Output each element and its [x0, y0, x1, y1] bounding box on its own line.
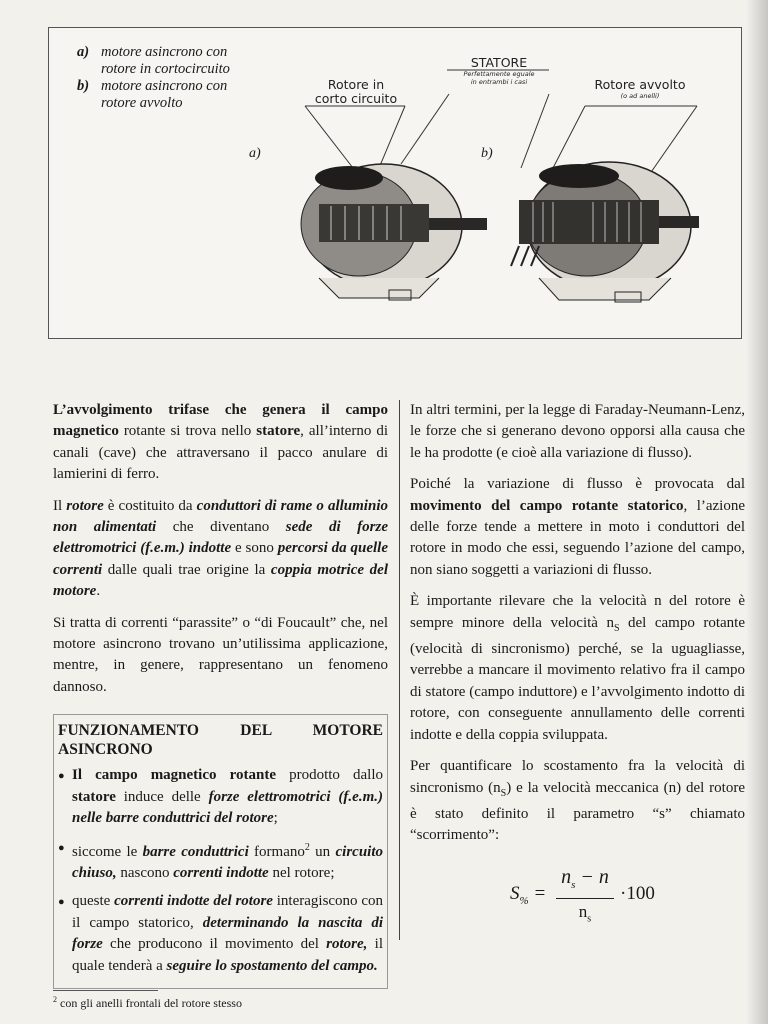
footnote-mark: 2: [53, 995, 57, 1004]
subscript: S: [613, 622, 620, 634]
formula-minus: − n: [575, 865, 609, 888]
text: rotante si trova nello: [118, 423, 257, 440]
right-paragraph-4: [410, 756, 745, 847]
text: che producono il movimento del: [102, 936, 327, 953]
emph: rotore: [66, 497, 104, 514]
formula-subscript: %: [519, 894, 529, 907]
text: il quale tenderà a: [72, 936, 383, 974]
legend-line: motore asincrono con: [101, 78, 228, 94]
emph: determinando la nascita di forze: [72, 914, 383, 953]
legend-key: a): [77, 44, 90, 60]
emph: seguire lo spostamento del campo.: [166, 957, 378, 974]
text: un: [309, 843, 336, 860]
formula-subscript: s: [571, 878, 576, 891]
formula-fraction: [556, 867, 614, 930]
formula-numerator: [556, 867, 614, 899]
text: dalle quali trae origine la: [102, 561, 271, 578]
text: È importante rilevare che la velocità n del rotore è sempre minore della velocità n: [410, 593, 745, 631]
emph: Il campo magnetico rotante: [72, 767, 276, 784]
bullet-icon: ●: [58, 770, 65, 783]
motor-a-drawing: [301, 164, 487, 300]
list-item: [58, 891, 383, 977]
scan-edge-shadow: [746, 0, 768, 1024]
emph: circuito chiuso,: [72, 843, 383, 881]
text: induce delle: [115, 788, 209, 805]
callout-stator-note: in entrambi i casi: [470, 78, 528, 86]
functioning-section: [53, 714, 388, 989]
list-item: [58, 765, 383, 829]
text: Poiché la variazione di flusso è provocata dal: [410, 476, 745, 493]
text: interagiscono con il campo statorico,: [72, 893, 384, 931]
right-column: [410, 400, 745, 925]
figure-label-a: a): [249, 146, 261, 161]
text: ;: [273, 810, 278, 827]
callout-leader-lines: [305, 70, 697, 178]
footnote-rule: [53, 990, 158, 991]
callout-line: Rotore in: [327, 77, 385, 92]
section-title: FUNZIONAMENTO DEL MOTORE ASINCRONO: [58, 722, 383, 759]
callout-stator-title: STATORE: [470, 55, 528, 70]
list-item-text: [72, 837, 383, 885]
legend-key: b): [77, 78, 90, 94]
callout-rotor-wound-title: Rotore avvolto: [594, 77, 686, 92]
emph: statore: [256, 423, 301, 440]
emph: rotore,: [326, 936, 368, 953]
emph: forze elettromotrici (f.e.m.) nelle barre conduttrici del rotore: [72, 788, 383, 827]
left-paragraph-1: [53, 400, 388, 486]
formula-subscript: s: [587, 913, 592, 925]
callout-rotor-wound-note: (o ad anelli): [620, 92, 660, 100]
text: prodotto dallo: [275, 767, 383, 784]
emph: sede di forze elettromotrici (f.e.m.) indotte: [53, 519, 388, 557]
left-paragraph-3: Si tratta di correnti “parassite” o “di Foucault” che, nel motore asincrono trovano un’utilissima applicazione, mentre, in genere, rappresentano un fenomeno dannoso.: [53, 614, 388, 695]
text: che diventano: [156, 519, 286, 536]
right-paragraph-3: [410, 591, 745, 746]
list-item-text: [72, 765, 383, 829]
bullet-icon: ●: [58, 841, 65, 854]
subscript: S: [500, 787, 507, 799]
formula-symbol: n: [561, 865, 572, 888]
slip-formula: [410, 867, 745, 925]
text: ) e la velocità meccanica (n) del rotore è stato definito il parametro “s” chiamato “scorrimento”:: [410, 779, 745, 844]
text: e sono: [231, 540, 278, 557]
figure-label-b: b): [481, 146, 493, 161]
formula-symbol: S: [510, 882, 520, 904]
list-item: [58, 837, 383, 885]
motor-b-drawing: [511, 162, 699, 302]
text: Il: [53, 497, 67, 514]
emph: correnti indotte del rotore: [114, 893, 273, 910]
text: , l’azione delle forze tende a mettere in moto i conduttori del rotore in modo che essi, seguendo l’azione del campo, non siano soggetti a variazioni di flusso.: [410, 497, 745, 578]
legend-line: motore asincrono con: [101, 44, 228, 60]
emph: coppia motrice del motore: [53, 561, 388, 600]
figure-box: [48, 27, 742, 339]
callout-line: corto circuito: [314, 91, 398, 106]
emph: conduttori di rame o alluminio non alimentati: [53, 497, 388, 536]
column-divider: [399, 400, 400, 940]
left-paragraph-2: [53, 496, 388, 603]
legend-line: rotore in cortocircuito: [101, 61, 230, 77]
text: formano: [248, 843, 305, 860]
formula-symbol: n: [578, 902, 588, 922]
formula-denominator: [556, 899, 614, 930]
right-paragraph-1: In altri termini, per la legge di Faraday-Neumann-Lenz, le forze che si generano devono opporsi alla causa che le ha prodotte (e cioè alla variazione di flusso).: [410, 402, 745, 461]
text: del campo rotante (velocità di sincronismo) perché, se la uguagliasse, verrebbe a mancare il movimento relativo fra il campo di statore (campo induttore) e l’avvolgimento indotto di rotore, con conseguente annullamento delle correnti indotte e della coppia sviluppata.: [410, 614, 745, 743]
callout-stator-note: Perfettamente eguale: [463, 70, 535, 78]
list-item-text: [72, 891, 383, 977]
emph: statore: [72, 788, 116, 805]
formula-rhs: ·100: [620, 882, 655, 904]
left-column: [53, 400, 388, 989]
text: .: [96, 583, 101, 600]
footnote-text: con gli anelli frontali del rotore stesso: [57, 996, 242, 1010]
text: queste: [72, 893, 115, 910]
emph: percorsi da quelle correnti: [53, 540, 388, 578]
motors-illustration: [49, 28, 741, 338]
text: è costituito da: [103, 497, 197, 514]
legend-line: rotore avvolto: [101, 95, 183, 111]
right-paragraph-2: [410, 474, 745, 581]
text: , all’interno di canali (cave) che attraversano il pacco anulare di lamierini di ferro.: [53, 423, 388, 483]
emph: correnti indotte: [173, 864, 269, 881]
footnote: [53, 995, 242, 1011]
text: nel rotore;: [268, 864, 335, 881]
emph: movimento del campo rotante statorico: [410, 497, 684, 514]
text: nascono: [116, 864, 174, 881]
text: siccome le: [72, 843, 143, 860]
emph: barre conduttrici: [142, 843, 249, 860]
emph: L’avvolgimento trifase che genera il campo magnetico: [53, 402, 388, 440]
footnote-ref: 2: [304, 841, 310, 853]
bullet-icon: ●: [58, 896, 65, 909]
text: Per quantificare lo scostamento fra la velocità di sincronismo (n: [410, 758, 745, 796]
formula-lhs: $S_{\%}$ =: [510, 882, 547, 907]
